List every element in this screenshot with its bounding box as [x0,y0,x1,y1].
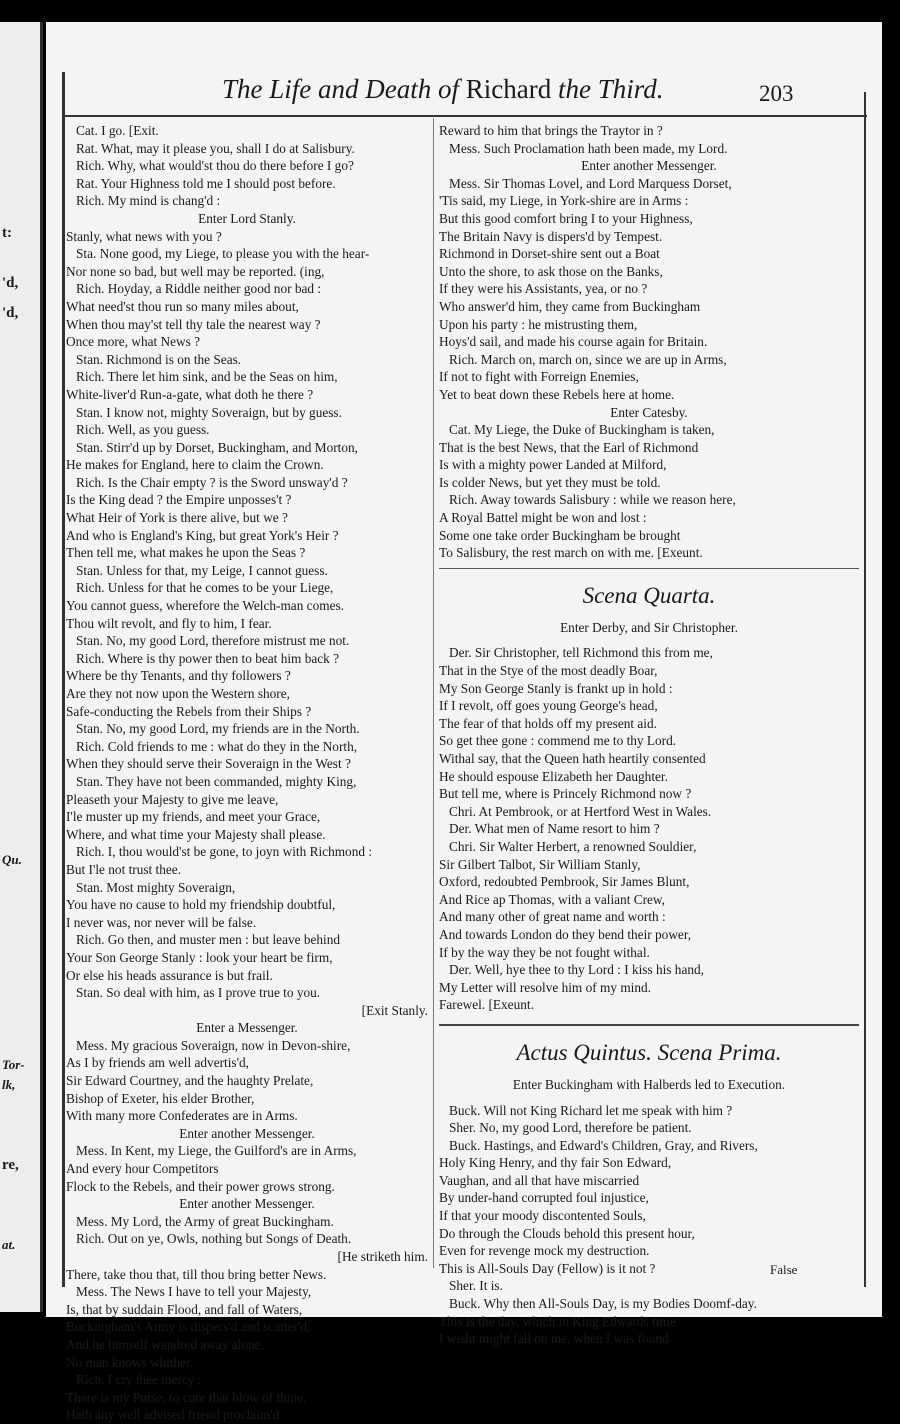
text-line: Rich. March on, march on, since we are up in Arms, [449,351,727,367]
text-line: No man knows whither. [66,1354,194,1370]
text-line: Pleaseth your Majesty to give me leave, [66,791,279,807]
text-line: White-liver'd Run-a-gate, what doth he there ? [66,386,314,402]
text-line: Stanly, what news with you ? [66,228,222,244]
stage-direction: Enter another Messenger. [179,1196,315,1212]
text-line: Der. What men of Name resort to him ? [449,821,660,837]
stage-direction: Enter a Messenger. [196,1020,298,1036]
text-line: Stan. Unless for that, my Leige, I cannot guess. [76,562,328,578]
text-line: Buck. Why then All-Souls Day, is my Bodies Doomf-day. [449,1296,757,1312]
text-line: Mess. My gracious Soveraign, now in Devon-shire, [76,1037,351,1053]
text-line: When they should serve their Soveraign in the West ? [66,756,351,772]
text-line: You have no cause to hold my friendship doubtful, [66,897,336,913]
text-line: Sher. No, my good Lord, therefore be patient. [449,1120,692,1136]
text-line: This is All-Souls Day (Fellow) is it not ? [439,1260,656,1276]
text-line: Richmond in Dorset-shire sent out a Boat [439,246,660,262]
text-line: There, take thou that, till thou bring better News. [66,1266,327,1282]
text-line: Rich. Why, what would'st thou do there before I go? [76,158,354,174]
text-line: I'le muster up my friends, and meet your Grace, [66,809,321,825]
text-line: Rich. Hoyday, a Riddle neither good nor bad : [76,281,322,297]
text-line: A Royal Battel might be won and lost : [439,510,647,526]
text-line: Once more, what News ? [66,334,201,350]
text-line: Stan. I know not, mighty Soveraign, but by guess. [76,404,342,420]
text-line: Mess. Such Proclamation hath been made, my Lord. [449,140,728,156]
text-line: He makes for England, here to claim the Crown. [66,457,324,473]
left-border-rule [62,72,65,1287]
text-line: Buck. Hastings, and Edward's Children, Gray, and Rivers, [449,1137,758,1153]
text-line: But this good comfort bring I to your Highness, [439,210,693,226]
spacer [439,636,859,644]
text-line: Are they not now upon the Western shore, [66,686,290,701]
previous-page-edge [0,22,43,1312]
text-line: Stan. So deal with him, as I prove true to you. [76,985,321,1001]
text-line: Oxford, redoubted Pembrook, Sir James Blunt, [439,874,690,890]
text-line: Reward to him that brings the Traytor in ? [439,123,663,138]
stage-direction: Enter Buckingham with Halberds led to Execution. [512,1076,786,1092]
column-divider [433,118,434,1268]
text-line: Even for revenge mock my destruction. [439,1243,650,1259]
prev-page-fragment: 'd, [2,275,19,291]
prev-page-fragment: t: [2,225,12,241]
text-line: As I by friends am well advertis'd, [66,1055,249,1071]
text-line: That is the best News, that the Earl of Richmond [439,439,699,455]
text-line: Is, that by suddain Flood, and fall of Waters, [66,1301,303,1317]
prev-page-fragment: 'd, [2,305,19,321]
text-line: The fear of that holds off my present aid. [439,715,657,731]
text-line: Stan. No, my good Lord, therefore mistrust me not. [76,633,350,649]
text-line: What Heir of York is there alive, but we ? [66,510,288,526]
text-line: [He striketh him. [337,1249,428,1264]
stage-direction: Enter Catesby. [610,404,688,420]
text-line: And many other of great name and worth : [439,909,666,925]
right-border-rule [864,92,866,1287]
text-line: Buckingham's Army is dispers'd and scatter'd, [66,1319,311,1335]
text-line: Rich. Unless for that he comes to be your Liege, [76,580,334,596]
text-line: Rat. Your Highness told me I should post before. [76,175,336,191]
text-line: The Britain Navy is dispers'd by Tempest. [439,228,663,244]
text-line: But tell me, where is Princely Richmond now ? [439,786,692,802]
spacer [439,1094,859,1102]
text-line: When thou may'st tell thy tale the nearest way ? [66,316,321,332]
text-line: Flock to the Rebels, and their power grows strong. [66,1178,335,1194]
text-line: Mess. In Kent, my Liege, the Guilford's are in Arms, [76,1143,357,1159]
section-rule [439,1024,859,1026]
text-line: Rich. Cold friends to me : what do they in the North, [76,738,358,754]
text-line: I never was, nor never will be false. [66,914,257,930]
text-line: Sta. None good, my Liege, to please you with the hear- [76,246,370,262]
catchword: False [770,1262,798,1277]
text-line: Stan. No, my good Lord, my friends are in the North. [76,721,360,737]
text-line: [Exit Stanly. [361,1002,428,1018]
text-line: And he himself wandred away alone, [66,1336,264,1352]
text-line: Who answer'd him, they came from Buckingham [439,298,701,314]
text-line: Cat. My Liege, the Duke of Buckingham is taken, [449,422,715,438]
stage-direction: Enter Lord Stanly. [198,210,296,226]
text-line: Rich. Go then, and muster men : but leave behind [76,932,341,948]
text-line: By under-hand corrupted foul injustice, [439,1190,649,1206]
text-line: Stan. Stirr'd up by Dorset, Buckingham, and Morton, [76,439,358,455]
text-line: This is the day, which in King Edwards time [439,1313,676,1329]
text-line: 'Tis said, my Liege, in York-shire are in Arms : [439,193,689,209]
text-line: Mess. Sir Thomas Lovel, and Lord Marquess Dorset, [449,175,732,191]
text-line: Rich. Where is thy power then to beat him back ? [76,650,340,666]
text-line: Stan. They have not been commanded, mighty King, [76,773,357,789]
text-line: Rich. Is the Chair empty ? is the Sword unsway'd ? [76,474,348,490]
text-line: What need'st thou run so many miles about, [66,298,299,314]
header-rule [62,115,867,117]
text-line: Sir Gilbert Talbot, Sir William Stanly, [439,856,641,872]
text-line: So get thee gone : commend me to thy Lord. [439,733,677,749]
title-name: Richard [465,74,552,104]
text-line: Holy King Henry, and thy fair Son Edward, [439,1155,672,1171]
title-pre: The Life and Death of [222,74,459,104]
text-line: Sher. It is. [449,1278,503,1294]
text-line: Hoys'd sail, and made his course again for Britain. [439,334,708,350]
text-line: Mess. The News I have to tell your Majesty, [76,1284,312,1300]
stage-direction: Enter another Messenger. [179,1125,315,1141]
text-line: Mess. My Lord, the Army of great Buckingham. [76,1213,334,1229]
text-line: Der. Well, hye thee to thy Lord : I kiss his hand, [449,962,704,978]
text-line: You cannot guess, wherefore the Welch-man comes. [66,598,344,614]
text-line: And who is England's King, but great York's Heir ? [66,527,339,543]
stage-direction: Enter another Messenger. [581,158,717,174]
text-line: Rich. I cry thee mercy : [76,1372,202,1388]
prev-page-fragment: lk, [2,1077,16,1092]
text-line: Rat. What, may it please you, shall I do at Salisbury. [76,140,355,156]
text-line: I wisht might fall on me, when I was found [439,1331,669,1347]
prev-page-fragment: at. [2,1237,16,1252]
text-line: He should espouse Elizabeth her Daughter. [439,768,668,784]
right-column [439,122,859,1348]
text-line: Farewel. [Exeunt. [439,997,534,1013]
text-line: Rich. My mind is chang'd : [76,193,221,209]
text-line: Rich. I, thou would'st be gone, to joyn with Richmond : [76,844,373,860]
text-line: And Rice ap Thomas, with a valiant Crew, [439,891,665,907]
text-line: Stan. Most mighty Soveraign, [76,879,236,895]
text-line: Sir Edward Courtney, and the haughty Prelate, [66,1073,314,1089]
text-line: Vaughan, and all that have miscarried [439,1172,640,1188]
text-line: Do through the Clouds behold this present hour, [439,1225,695,1241]
text-line: With many more Confederates are in Arms. [66,1108,298,1124]
text-line: Then tell me, what makes he upon the Seas ? [66,545,306,561]
text-line: Thou wilt revolt, and fly to him, I fear. [66,615,272,631]
prev-page-fragment: Qu. [2,852,22,867]
text-line: Upon his party : he mistrusting them, [439,316,638,332]
text-line: Cat. I go. [Exit. [76,123,159,138]
running-title [222,74,664,105]
text-line: And every hour Competitors [66,1161,219,1177]
text-line: Chri. At Pembrook, or at Hertford West in Wales. [449,803,712,819]
text-line: Hath any well advised friend proclaim'd [66,1407,280,1423]
left-column [66,122,428,1424]
text-line: Your Son George Stanly : look your heart be firm, [66,949,333,965]
scene-heading: Actus Quintus. Scena Prima. [516,1039,782,1065]
text-line: Unto the shore, to ask those on the Banks, [439,263,663,279]
text-line: Yet to beat down these Rebels here at home. [439,386,675,402]
prev-page-fragment: Tor- [2,1057,25,1072]
text-line: If they were his Assistants, yea, or no ? [439,281,648,297]
text-line: Some one take order Buckingham be brought [439,527,681,543]
text-line: There is my Purse, to cure that blow of thine. [66,1389,307,1405]
text-line: Is colder News, but yet they must be told. [439,474,661,490]
book-page [46,22,882,1423]
text-line: If by the way they be not fought withal. [439,944,650,960]
text-line: Where, and what time your Majesty shall please. [66,826,326,842]
text-line: Where be thy Tenants, and thy followers ? [66,668,291,684]
text-line: Withal say, that the Queen hath heartily consented [439,751,706,766]
text-line: To Salisbury, the rest march on with me. [Exeunt. [439,545,703,561]
text-line: But I'le not trust thee. [66,861,182,877]
text-line: Is the King dead ? the Empire unposses't ? [66,492,292,508]
text-line: And towards London do they bend their power, [439,926,692,942]
text-line: Bishop of Exeter, his elder Brother, [66,1090,255,1106]
text-line: If that your moody discontented Souls, [439,1208,646,1224]
section-rule [439,568,859,569]
scene-heading: Scena Quarta. [582,582,716,608]
stage-direction: Enter Derby, and Sir Christopher. [560,619,738,635]
text-line: Or else his heads assurance is but frail. [66,967,273,983]
page-number: 203 [759,81,794,106]
text-line: That in the Stye of the most deadly Boar, [439,663,658,679]
text-line: Nor none so bad, but well may be reported. (ing, [66,263,325,279]
text-line: Safe-conducting the Rebels from their Ships ? [66,703,312,719]
text-line: Rich. There let him sink, and be the Seas on him, [76,369,338,385]
text-line: Is with a mighty power Landed at Milford, [439,457,667,473]
text-line: Stan. Richmond is on the Seas. [76,351,242,367]
prev-page-fragment: re, [2,1157,19,1173]
text-line: If I revolt, off goes young George's head, [439,698,658,714]
text-line: If not to fight with Forreign Enemies, [439,369,639,385]
text-line: Der. Sir Christopher, tell Richmond this from me, [449,645,713,661]
text-line: Rich. Out on ye, Owls, nothing but Songs of Death. [76,1231,352,1247]
text-line: Buck. Will not King Richard let me speak with him ? [449,1102,733,1118]
text-line: Rich. Well, as you guess. [76,422,210,438]
title-post: the Third. [557,74,664,104]
text-line: My Letter will resolve him of my mind. [439,979,651,995]
text-line: Chri. Sir Walter Herbert, a renowned Souldier, [449,838,697,854]
text-line: My Son George Stanly is frankt up in hold : [439,680,673,696]
text-line: Rich. Away towards Salisbury : while we reason here, [449,492,736,508]
